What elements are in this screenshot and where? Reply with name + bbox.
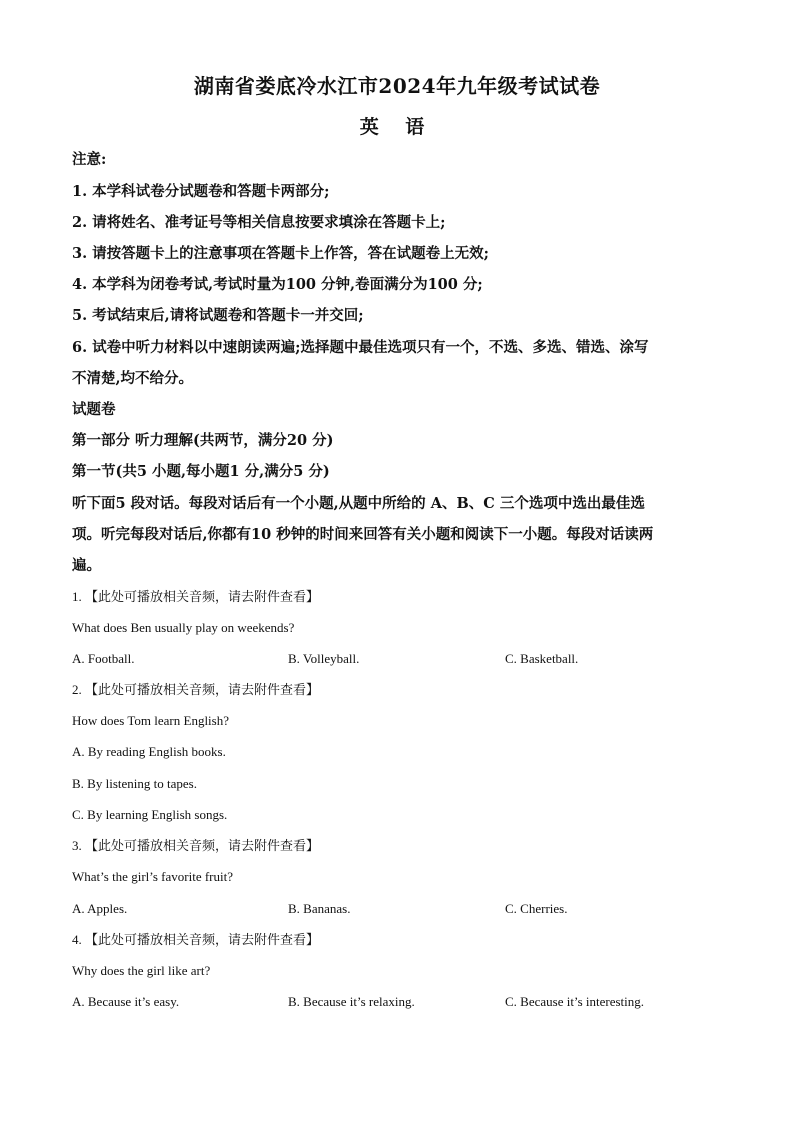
option-c: C. By learning English songs. xyxy=(72,807,228,822)
question-number-line xyxy=(72,681,319,700)
option-c: C. Basketball. xyxy=(505,651,579,666)
notice-item: 1. 本学科试卷分试题卷和答题卡两部分; xyxy=(72,183,330,200)
instructions-line: 项。听完每段对话后,你都有10 秒钟的时间来回答有关小题和阅读下一小题。每段对话读两 xyxy=(72,526,654,543)
audio-note[interactable]: 【此处可播放相关音频，请去附件查看】 xyxy=(85,683,320,698)
instructions-line: 听下面5 段对话。每段对话后有一个小题,从题中所给的 A、B、C 三个选项中选出最佳选 xyxy=(72,495,645,512)
question-text: How does Tom learn English? xyxy=(72,713,229,728)
notice-item: 4. 本学科为闭卷考试,考试时量为100 分钟,卷面满分为100 分; xyxy=(72,276,483,293)
question-number-line xyxy=(72,588,319,607)
audio-note[interactable]: 【此处可播放相关音频，请去附件查看】 xyxy=(85,933,320,948)
question-number-line xyxy=(72,931,319,950)
notice-item: 2. 请将姓名、准考证号等相关信息按要求填涂在答题卡上; xyxy=(72,214,446,231)
notice-item: 不清楚,均不给分。 xyxy=(72,370,194,387)
option-b: B. Volleyball. xyxy=(288,651,360,666)
question-number: 4. xyxy=(72,932,82,947)
option-b: B. By listening to tapes. xyxy=(72,776,197,791)
question-text: What’s the girl’s favorite fruit? xyxy=(72,869,234,884)
question-number: 3. xyxy=(72,838,82,853)
notice-heading: 注意: xyxy=(72,151,107,168)
exam-title: 湖南省娄底冷水江市2024年九年级考试试卷 xyxy=(193,74,601,98)
notice-item: 6. 试卷中听力材料以中速朗读两遍;选择题中最佳选项只有一个，不选、多选、错选、涂写 xyxy=(72,339,649,356)
question-text: Why does the girl like art? xyxy=(72,963,211,978)
option-b: B. Because it’s relaxing. xyxy=(288,994,415,1009)
audio-note[interactable]: 【此处可播放相关音频，请去附件查看】 xyxy=(85,839,320,854)
notice-item: 5. 考试结束后,请将试题卷和答题卡一并交回; xyxy=(72,307,364,324)
option-a: A. Apples. xyxy=(72,901,128,916)
notice-item: 3. 请按答题卡上的注意事项在答题卡上作答，答在试题卷上无效; xyxy=(72,245,490,262)
option-a: A. By reading English books. xyxy=(72,744,226,759)
option-c: C. Because it’s interesting. xyxy=(505,994,645,1009)
question-number: 2. xyxy=(72,682,82,697)
audio-note[interactable]: 【此处可播放相关音频，请去附件查看】 xyxy=(85,590,320,605)
question-number: 1. xyxy=(72,589,82,604)
option-a: A. Because it’s easy. xyxy=(72,994,180,1009)
subject-title: 英 语 xyxy=(359,116,435,138)
option-b: B. Bananas. xyxy=(288,901,351,916)
option-a: A. Football. xyxy=(72,651,135,666)
instructions-line: 遍。 xyxy=(72,557,101,574)
option-c: C. Cherries. xyxy=(505,901,568,916)
subsection-heading: 第一节(共5 小题,每小题1 分,满分5 分) xyxy=(72,463,330,480)
question-number-line xyxy=(72,837,319,856)
part-heading: 第一部分 听力理解(共两节，满分20 分) xyxy=(72,432,334,449)
question-text: What does Ben usually play on weekends? xyxy=(72,620,295,635)
section-label: 试题卷 xyxy=(72,401,116,418)
